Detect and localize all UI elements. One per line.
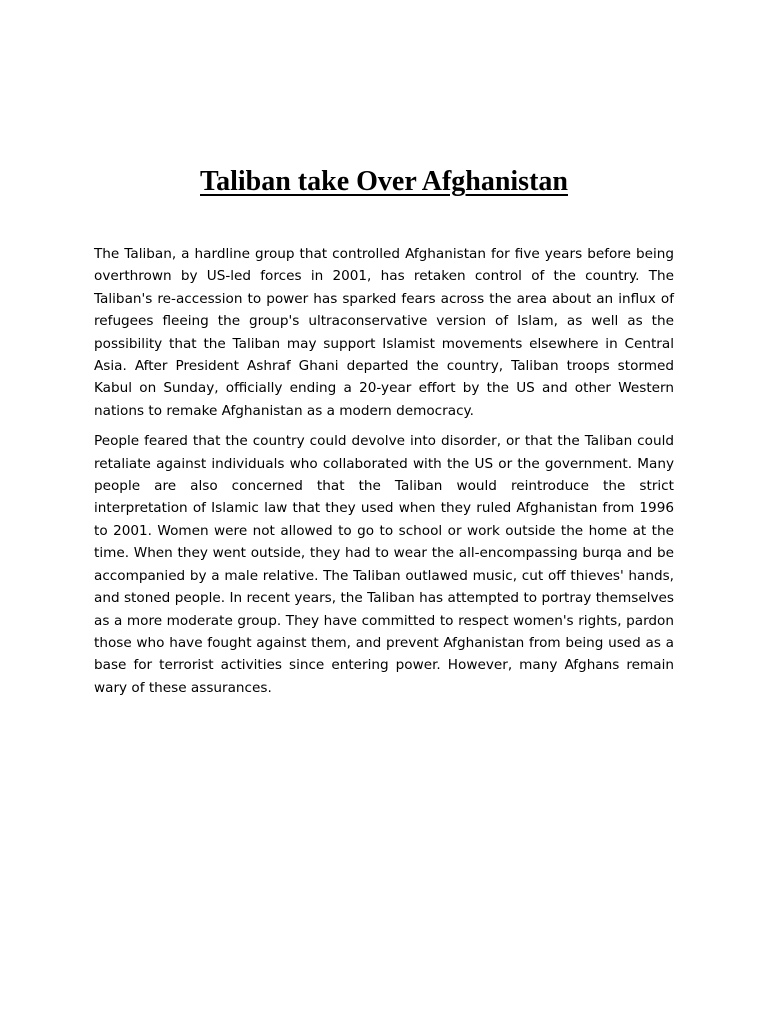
paragraph-2: People feared that the country could devolve into disorder, or that the Taliban could retaliate against individuals who collaborated with the US or the government. Many people are also concerned that the Taliban would reintroduce the strict interpretation of Islamic law that they used when they ruled Afghanistan from 1996 to 2001. Women were not allowed to go to school or work outside the home at the time. When they went outside, they had to wear the all-encompassing burqa and be accompanied by a male relative. The Taliban outlawed music, cut off thieves' hands, and stoned people. In recent years, the Taliban has attempted to portray themselves as a more moderate group. They have committed to respect women's rights, pardon those who have fought against them, and prevent Afghanistan from being used as a base for terrorist activities since entering power. However, many Afghans remain wary of these assurances. [94, 433, 674, 696]
paragraph-1: The Taliban, a hardline group that controlled Afghanistan for five years before being overthrown by US-led forces in 2001, has retaken control of the country. The Taliban's re-accession to power has sparked fears across the area about an influx of refugees fleeing the group's ultraconservative version of Islam, as well as the possibility that the Taliban may support Islamist movements elsewhere in Central Asia. After President Ashraf Ghani departed the country, Taliban troops stormed Kabul on Sunday, officially ending a 20-year effort by the US and other Western nations to remake Afghanistan as a modern democracy. [94, 246, 674, 419]
document-title [0, 166, 768, 198]
document-body [94, 243, 674, 707]
document-title-text: Taliban take Over Afghanistan [200, 166, 568, 197]
